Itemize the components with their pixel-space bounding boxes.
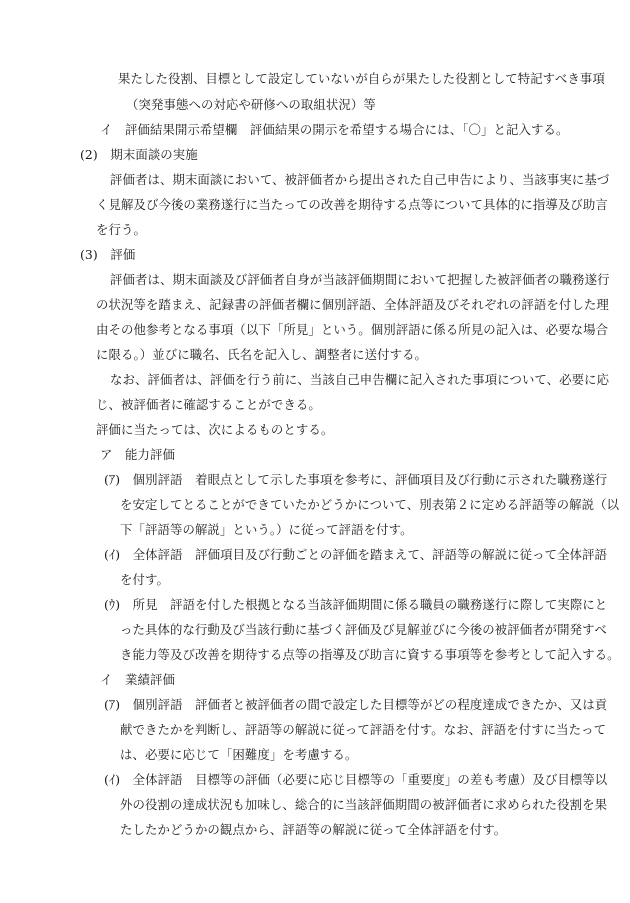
text-line: を安定してとることができていたかどうかについて、別表第２に定める評語等の解説（以 [120, 497, 620, 512]
subsection-heading: ア 能力評価 [100, 447, 175, 462]
text-line: は、必要に応じて「困難度」を考慮する。 [120, 747, 358, 762]
text-line: 由その他参考となる事項（以下「所見」という。個別評語に係る所見の記入は、必要な場合 [96, 322, 609, 337]
section-heading: (3) 評価 [80, 247, 136, 262]
text-line: (ｱ) 個別評語 評価者と被評価者の間で設定した目標等がどの程度達成できたか、又は貢 [104, 697, 608, 712]
text-line: （突発事態への対応や研修への取組状況）等 [126, 97, 376, 112]
text-line: 果たした役割、目標として設定していないが自らが果たした役割として特記すべき事項 [118, 71, 605, 86]
text-line: (ｲ) 全体評語 評価項目及び行動ごとの評価を踏まえて、評語等の解説に従って全体評語 [104, 547, 608, 562]
text-line: (ｱ) 個別評語 着眼点として示した事項を参考に、評価項目及び行動に示された職務遂行 [104, 472, 608, 487]
text-line: じ、被評価者に確認することができる。 [96, 397, 321, 412]
subsection-heading: イ 業績評価 [100, 672, 175, 687]
text-line: 献できたかを判断し、評語等の解説に従って評語を付す。なお、評語を付すに当たって [120, 722, 607, 737]
text-line: (ｲ) 全体評語 目標等の評価（必要に応じ目標等の「重要度」の差も考慮）及び目標等以 [104, 772, 608, 787]
section-heading: (2) 期末面談の実施 [80, 147, 198, 162]
text-line: の状況等を踏まえ、記録書の評価者欄に個別評語、全体評語及びそれぞれの評語を付した理 [96, 297, 609, 312]
text-line: き能力等及び改善を期待する点等の指導及び助言に資する事項等を参考として記入する。 [120, 647, 620, 662]
text-line: 外の役割の達成状況も加味し、総合的に当該評価期間の被評価者に求められた役割を果 [120, 797, 608, 812]
text-line: なお、評価者は、評価を行う前に、当該自己申告欄に記入された事項について、必要に応 [110, 372, 610, 387]
text-line: (ｳ) 所見 評語を付した根拠となる当該評価期間に係る職員の職務遂行に際して実際にと [104, 597, 608, 612]
text-line: 評価者は、期末面談において、被評価者から提出された自己申告により、当該事実に基づ [110, 172, 610, 187]
text-line: く見解及び今後の業務遂行に当たっての改善を期待する点等について具体的に指導及び助言 [96, 197, 608, 212]
text-line: イ 評価結果開示希望欄 評価結果の開示を希望する場合には、「〇」と記入する。 [100, 122, 569, 137]
text-line: に限る。）並びに職名、氏名を記入し、調整者に送付する。 [96, 347, 428, 362]
text-line: った具体的な行動及び当該行動に基づく評価及び見解並びに今後の被評価者が開発すべ [120, 622, 607, 637]
text-line: を行う。 [96, 222, 146, 237]
text-line: を付す。 [120, 572, 169, 587]
text-line: たしたかどうかの観点から、評語等の解説に従って全体評語を付す。 [120, 822, 507, 837]
text-line: 下「評語等の解説」という。）に従って評語を付す。 [120, 522, 413, 537]
text-line: 評価に当たっては、次によるものとする。 [96, 422, 334, 437]
text-line: 評価者は、期末面談及び評価者自身が当該評価期間において把握した被評価者の職務遂行 [110, 272, 610, 287]
